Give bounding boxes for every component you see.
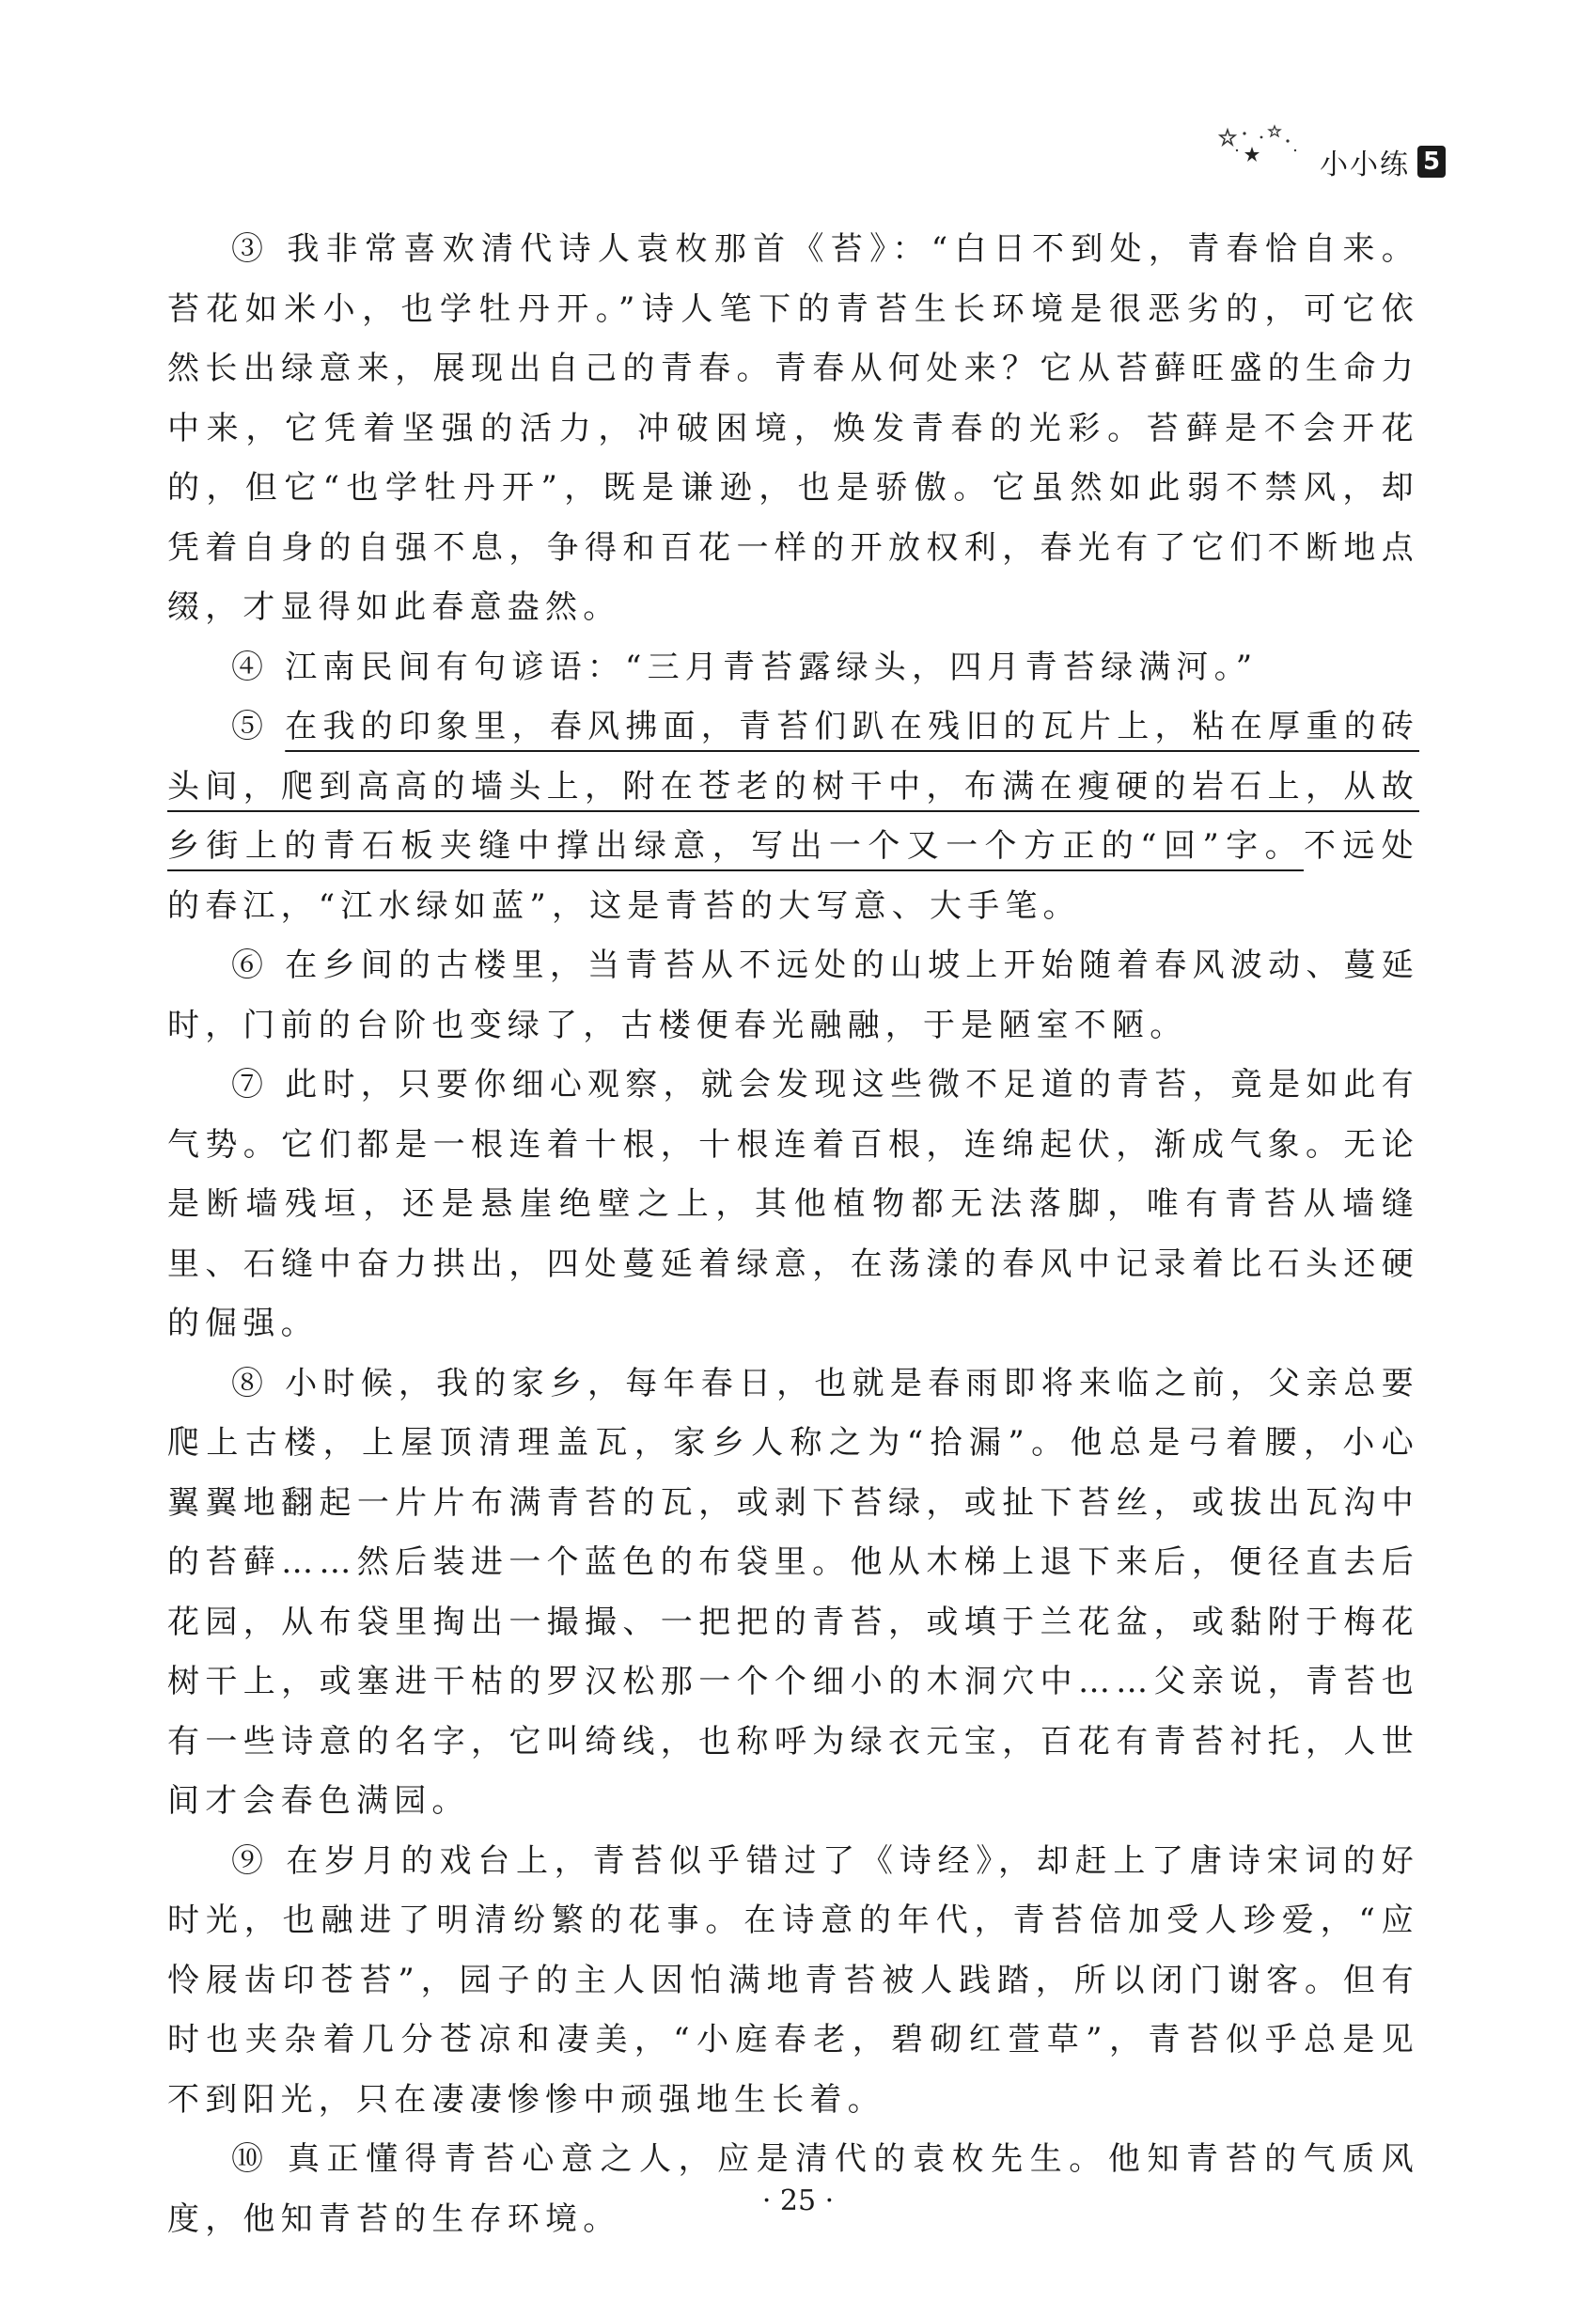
paragraph-6: ⑥ 在乡间的古楼里，当青苔从不远处的山坡上开始随着春风波动、蔓延时，门前的台阶也变绿了，古楼便春光融融，于是陋室不陋。 xyxy=(167,947,1419,1044)
paragraph-5-rest: 不远处的春江，“江水绿如蓝”，这是青苔的大写意、大手笔。 xyxy=(167,827,1419,925)
section-number-badge: 5 xyxy=(1417,146,1446,178)
article-body xyxy=(167,220,1419,2249)
paragraph-9: ⑨ 在岁月的戏台上，青苔似乎错过了《诗经》，却赶上了唐诗宋词的好时光，也融进了明清纷繁的花事。在诗意的年代，青苔倍加受人珍爱，“应怜屐齿印苍苔”，园子的主人因怕满地青苔被人践踏，所以闭门谢客。但有时也夹杂着几分苍凉和凄美，“小庭春老，碧砌红萱草”，青苔似乎总是见不到阳光，只在凄凄惨惨中顽强地生长着。 xyxy=(167,1841,1419,2119)
paragraph-8: ⑧ 小时候，我的家乡，每年春日，也就是春雨即将来临之前，父亲总要爬上古楼，上屋顶清理盖瓦，家乡人称之为“拾漏”。他总是弓着腰，小心翼翼地翻起一片片布满青苔的瓦，或剥下苔绿，或扯下苔丝，或拔出瓦沟中的苔藓……然后装进一个蓝色的布袋里。他从木梯上退下来后，便径直去后花园，从布袋里掏出一撮撮、一把把的青苔，或填于兰花盆，或黏附于梅花树干上，或塞进干枯的罗汉松那一个个细小的木洞穴中……父亲说，青苔也有一些诗意的名字，它叫绮线，也称呼为绿衣元宝，百花有青苔衬托，人世间才会春色满园。 xyxy=(167,1364,1419,1820)
paragraph-10: ⑩ 真正懂得青苔心意之人，应是清代的袁枚先生。他知青苔的气质风度，他知青苔的生存环境。 xyxy=(167,2140,1419,2238)
paragraph-7: ⑦ 此时，只要你细心观察，就会发现这些微不足道的青苔，竟是如此有气势。它们都是一根连着十根，十根连着百根，连绵起伏，渐成气象。无论是断墙残垣，还是悬崖绝壁之上，其他植物都无法落脚，唯有青苔从墙缝里、石缝中奋力拱出，四处蔓延着绿意，在荡漾的春风中记录着比石头还硬的倔强。 xyxy=(167,1066,1419,1342)
section-header xyxy=(1320,141,1446,182)
section-title: 小小练 xyxy=(1320,149,1410,181)
paragraph-5-number: ⑤ xyxy=(231,708,286,745)
paragraph-4: ④ 江南民间有句谚语：“三月青苔露绿头，四月青苔绿满河。” xyxy=(231,648,1259,686)
paragraph-3: ③ 我非常喜欢清代诗人袁枚那首《苔》：“白日不到处，青春恰自来。苔花如米小，也学牡丹开。”诗人笔下的青苔生长环境是很恶劣的，可它依然长出绿意来，展现出自己的青春。青春从何处来？它从苔藓旺盛的生命力中来，它凭着坚强的活力，冲破困境，焕发青春的光彩。苔藓是不会开花的，但它“也学牡丹开”，既是谦逊，也是骄傲。它虽然如此弱不禁风，却凭着自身的自强不息，争得和百花一样的开放权利，春光有了它们不断地点缀，才显得如此春意盎然。 xyxy=(167,230,1419,626)
underlined-sentence: 在我的印象里，春风拂面，青苔们趴在残旧的瓦片上，粘在厚重的砖头间，爬到高高的墙头上，附在苍老的树干中，布满在瘦硬的岩石上，从故乡街上的青石板夹缝中撑出绿意，写出一个又一个方正的“回”字。 xyxy=(167,708,1419,865)
stars-icon xyxy=(1216,122,1301,164)
page-number: · 25 · xyxy=(761,2184,835,2217)
paragraph-5 xyxy=(167,697,1419,936)
